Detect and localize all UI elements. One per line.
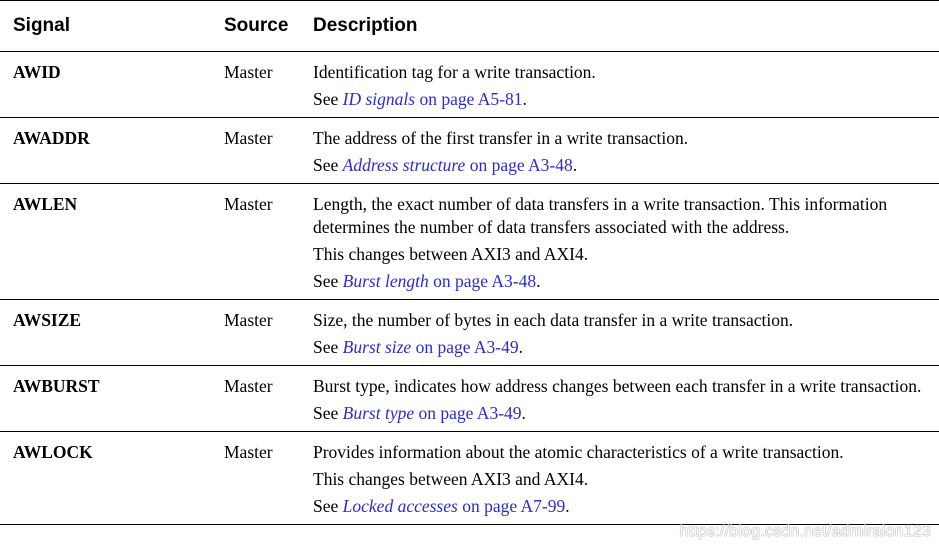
source-cell: [224, 366, 313, 432]
signal-name: AWLOCK: [13, 442, 93, 462]
table-header-row: [0, 1, 939, 52]
cross-reference-page: on page A5-81: [415, 89, 523, 109]
table-row: [0, 184, 939, 300]
cross-reference-page: on page A3-49: [414, 403, 522, 423]
table-row: [0, 432, 939, 525]
see-suffix: .: [522, 89, 527, 109]
description-cell: [313, 52, 939, 118]
see-reference: [313, 495, 933, 518]
signal-cell: [0, 300, 224, 366]
cross-reference-page: on page A3-48: [465, 155, 573, 175]
description-text: This changes between AXI3 and AXI4.: [313, 244, 589, 264]
cross-reference-link[interactable]: [343, 89, 523, 109]
see-reference: [313, 270, 933, 293]
source-value: Master: [224, 62, 273, 82]
cross-reference-page: on page A3-49: [411, 337, 519, 357]
cross-reference-page: on page A7-99: [457, 496, 566, 516]
description-text: Burst type, indicates how address changes between each transfer in a write transaction.: [313, 376, 922, 396]
watermark-url: https://blog.csdn.net/admiraion123: [679, 523, 931, 540]
cross-reference-link[interactable]: [343, 337, 519, 357]
signal-cell: [0, 366, 224, 432]
source-cell: [224, 432, 313, 525]
see-prefix: See: [313, 89, 343, 109]
see-reference: [313, 154, 933, 177]
description-text: Provides information about the atomic characteristics of a write transaction.: [313, 442, 844, 462]
cross-reference-link[interactable]: [343, 271, 536, 291]
cross-reference-link[interactable]: [343, 155, 573, 175]
see-prefix: See: [313, 403, 343, 423]
table-row: [0, 300, 939, 366]
see-suffix: .: [521, 403, 526, 423]
see-reference: [313, 402, 933, 425]
signal-name: AWBURST: [13, 376, 100, 396]
signal-name: AWSIZE: [13, 310, 82, 330]
source-value: Master: [224, 442, 273, 462]
cross-reference-title: Locked accesses: [342, 496, 458, 516]
signal-name: AWID: [13, 62, 61, 82]
source-cell: [224, 52, 313, 118]
source-value: Master: [224, 376, 273, 396]
see-reference: [313, 88, 933, 111]
header-source: Source: [224, 1, 313, 52]
description-text: This changes between AXI3 and AXI4.: [313, 469, 589, 489]
description-text: Identification tag for a write transaction.: [313, 62, 596, 82]
cross-reference-page: on page A3-48: [428, 271, 537, 291]
see-suffix: .: [565, 496, 570, 516]
header-description: Description: [313, 1, 939, 52]
cross-reference-title: Burst length: [342, 271, 429, 291]
cross-reference-title: Burst type: [342, 403, 415, 423]
signal-cell: [0, 52, 224, 118]
see-suffix: .: [518, 337, 524, 357]
signal-name: AWLEN: [13, 194, 78, 214]
see-prefix: See: [313, 155, 343, 175]
signal-cell: [0, 432, 224, 525]
description-cell: [313, 300, 939, 366]
description-cell: [313, 118, 939, 184]
signal-cell: [0, 118, 224, 184]
cross-reference-link[interactable]: [343, 496, 566, 516]
description-cell: [313, 366, 939, 432]
description-text: Length, the exact number of data transfers in a write transaction. This information determines the number of data transfers associated with the address.: [313, 194, 888, 237]
see-suffix: .: [572, 155, 578, 175]
source-value: Master: [224, 310, 273, 330]
see-prefix: See: [313, 271, 343, 291]
table-row: [0, 118, 939, 184]
description-text: The address of the first transfer in a write transaction.: [313, 128, 689, 148]
see-prefix: See: [313, 337, 343, 357]
signal-name: AWADDR: [13, 128, 90, 148]
cross-reference-title: Address structure: [342, 155, 466, 175]
table-row: [0, 366, 939, 432]
see-reference: [313, 336, 933, 359]
signal-cell: [0, 184, 224, 300]
cross-reference-title: ID signals: [342, 89, 416, 109]
header-signal: Signal: [0, 1, 224, 52]
description-cell: [313, 432, 939, 525]
source-cell: [224, 184, 313, 300]
source-value: Master: [224, 194, 273, 214]
cross-reference-link[interactable]: [343, 403, 522, 423]
see-suffix: .: [536, 271, 541, 291]
description-cell: [313, 184, 939, 300]
source-value: Master: [224, 128, 273, 148]
source-cell: [224, 300, 313, 366]
description-text: Size, the number of bytes in each data transfer in a write transaction.: [313, 310, 794, 330]
source-cell: [224, 118, 313, 184]
see-prefix: See: [313, 496, 343, 516]
table-row: [0, 52, 939, 118]
cross-reference-title: Burst size: [342, 337, 412, 357]
